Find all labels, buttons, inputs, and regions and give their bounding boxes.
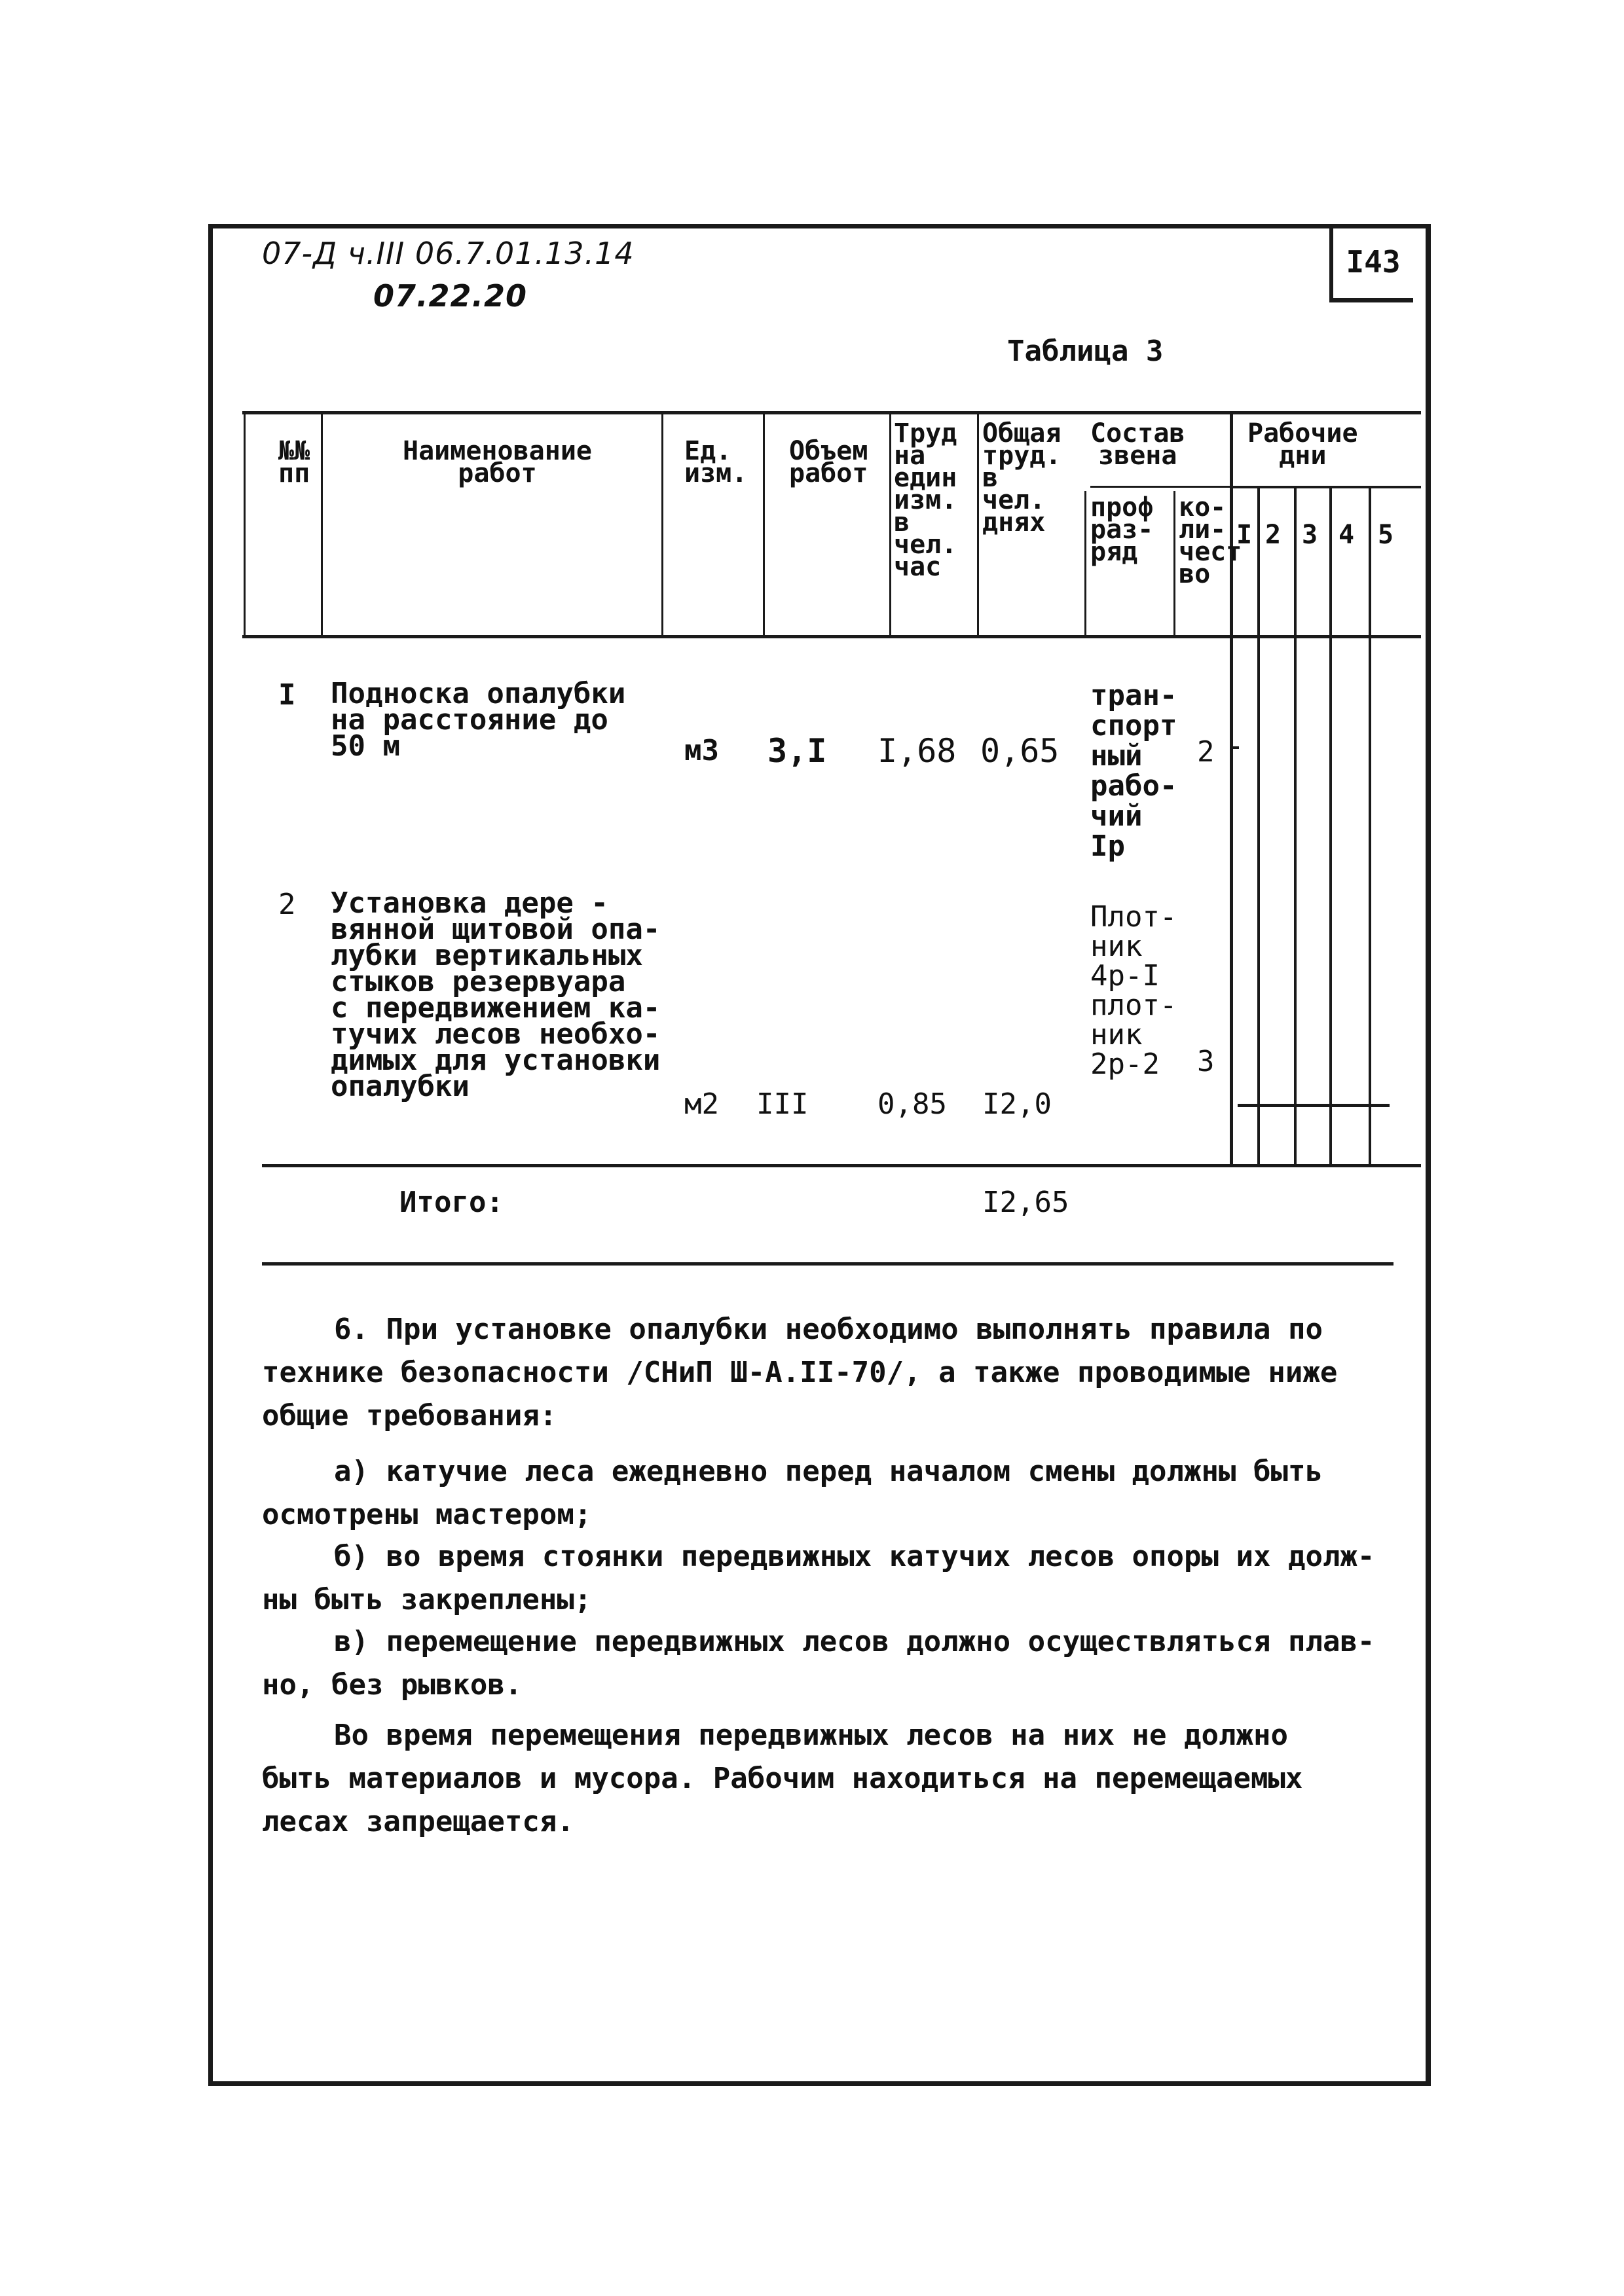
crew-underline — [1090, 486, 1231, 488]
row2-count: 3 — [1197, 1045, 1215, 1078]
total-label: Итого: — [399, 1186, 504, 1219]
days-col-4 — [1369, 488, 1371, 1165]
row1-unit: м3 — [684, 734, 719, 767]
paragraph-last: Во время перемещения передвижных лесов на них не должно быть материалов и мусора. Рабочим находиться на перемещаемых лесах запрещается. — [262, 1719, 1303, 1838]
hdr-crew: Состав звена — [1090, 418, 1185, 471]
row2-labor-unit: 0,85 — [877, 1087, 947, 1121]
paragraph-v: в) перемещение передвижных лесов должно осуществляться плав- но, без рывков. — [262, 1625, 1375, 1702]
table-top-border — [242, 411, 1421, 414]
row1-volume: 3,I — [767, 732, 827, 770]
doc-code-line1: 07-Д ч.III 06.7.01.13.14 — [262, 236, 635, 271]
days-col-1 — [1257, 488, 1260, 1165]
row1-prof: тран- спорт ный рабо- чий Iр — [1090, 679, 1177, 863]
paragraph-a: а) катучие леса ежедневно перед началом смены должны быть осмотрены мастером; — [262, 1455, 1323, 1531]
hdr-day-3: 3 — [1302, 520, 1318, 550]
hdr-sep-1 — [321, 412, 323, 636]
hdr-crew-count: ко- ли- чест во — [1179, 492, 1242, 589]
hdr-labor-unit: Труд на един изм. в чел. час — [894, 418, 957, 582]
table-bottom-border — [262, 1164, 1421, 1167]
hdr-day-5: 5 — [1378, 520, 1394, 550]
hdr-day-1: I — [1236, 520, 1253, 550]
hdr-sep-7 — [1173, 491, 1175, 636]
header-bottom-border — [242, 635, 1421, 638]
row2-prof: Плот- ник 4р-I плот- ник 2р-2 — [1090, 900, 1177, 1081]
doc-code-line2: 07.22.20 — [373, 278, 527, 314]
hdr-day-4: 4 — [1338, 520, 1355, 550]
schedule-bar-row1 — [1230, 746, 1239, 749]
days-col-2 — [1294, 488, 1297, 1165]
hdr-labor-total: Общая труд. в чел. днях — [982, 418, 1061, 538]
hdr-sep-3 — [763, 412, 765, 636]
hdr-name: Наименование работ — [403, 436, 592, 488]
hdr-day-2: 2 — [1265, 520, 1282, 550]
hdr-days: Рабочие дни — [1247, 418, 1358, 471]
hdr-sep-5 — [977, 412, 979, 636]
hdr-num: №№ пп — [278, 436, 310, 488]
page-number: I43 — [1329, 225, 1413, 302]
row2-labor-total: I2,0 — [982, 1087, 1052, 1121]
hdr-sep-6 — [1084, 491, 1086, 636]
hdr-crew-prof: проф раз- ряд — [1090, 492, 1154, 567]
row2-name: Установка дере - вянной щитовой опа- лубки вертикальных стыков резервуара с передвижением ка- тучих лесов необхо- димых для установки опалубки — [331, 886, 661, 1103]
row2-num: 2 — [278, 888, 296, 921]
hdr-sep-4 — [889, 412, 891, 636]
hdr-sep-2 — [661, 412, 663, 636]
paragraph-b: б) во время стоянки передвижных катучих лесов опоры их долж- ны быть закреплены; — [262, 1540, 1375, 1616]
schedule-bar-row2 — [1238, 1104, 1390, 1107]
hdr-unit: Ед. изм. — [684, 436, 748, 488]
total-value: I2,65 — [982, 1186, 1069, 1219]
row2-unit: м2 — [684, 1087, 719, 1121]
total-bottom-border — [262, 1262, 1393, 1266]
row1-num: I — [278, 678, 296, 712]
row2-volume: III — [756, 1087, 809, 1121]
paragraph-6: 6. При установке опалубки необходимо выполнять правила по технике безопасности /СНиП Ш-А.II-70/, а также проводимые ниже общие требования: — [262, 1313, 1338, 1432]
days-col-3 — [1329, 488, 1332, 1165]
row1-name: Подноска опалубки на расстояние до 50 м — [331, 677, 626, 763]
row1-count: 2 — [1197, 735, 1215, 769]
row1-labor-total: 0,65 — [980, 732, 1060, 770]
hdr-volume: Объем работ — [789, 436, 868, 488]
hdr-sep-0 — [244, 412, 246, 636]
table-title: Таблица 3 — [1007, 335, 1164, 368]
row1-labor-unit: I,68 — [877, 732, 957, 770]
